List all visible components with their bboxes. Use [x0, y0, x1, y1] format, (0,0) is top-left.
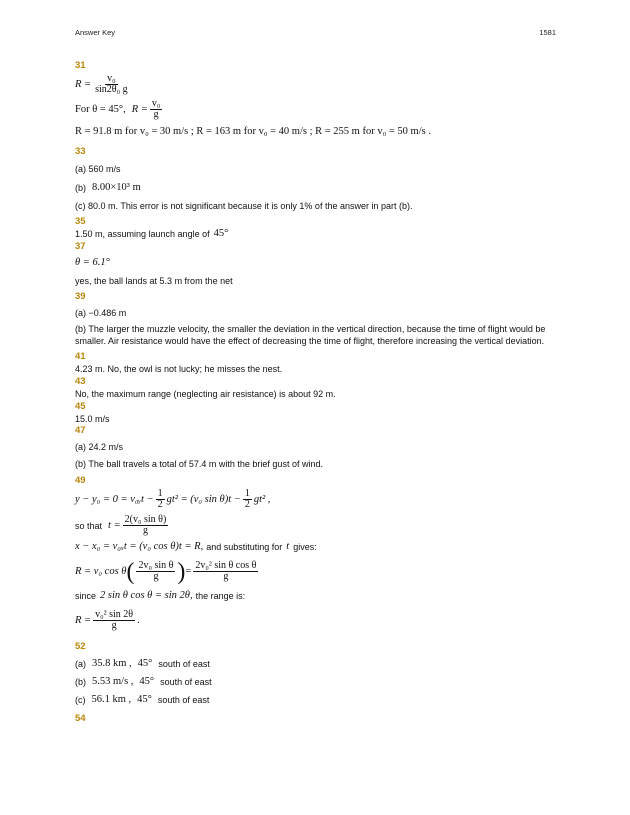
- answer-33b: (b) 8.00×10³ m: [75, 182, 141, 193]
- problem-number-47: 47: [75, 425, 86, 436]
- equation-horizontal-motion: x − x₀ = v₀ₓt = (v₀ cos θ)t = R, and substituting for t gives:: [75, 541, 317, 552]
- equation-range-final: R = $\frac{\text{v₀² sin 2θ}}{g}$ .: [75, 609, 140, 631]
- answer-39a: (a) −0.486 m: [75, 308, 127, 318]
- answer-52a: (a) 35.8 km , 45° south of east: [75, 658, 210, 669]
- fraction: $\frac{\text{2(v₀ sin θ)}}{g}$: [124, 514, 167, 536]
- problem-number-49: 49: [75, 475, 86, 486]
- equation-time-of-flight: so that t = $\frac{\text{2(v₀ sin θ)}}{g}$: [75, 514, 167, 536]
- problem-number-43: 43: [75, 376, 86, 387]
- answer-37-text: yes, the ball lands at 5.3 m from the net: [75, 276, 233, 286]
- problem-number-52: 52: [75, 641, 86, 652]
- range-results: R = 91.8 m for v₀ = 30 m/s ; R = 163 m for v₀ = 40 m/s ; R = 255 m for v₀ = 50 m/s .: [75, 126, 431, 137]
- equation-range-45: For θ = 45°, R = $\frac{\text{v₀}}{g}$: [75, 98, 161, 120]
- problem-number-37: 37: [75, 241, 86, 252]
- problem-number-35: 35: [75, 216, 86, 227]
- running-header-title: Answer Key: [75, 28, 116, 37]
- answer-52b: (b) 5.53 m/s , 45° south of east: [75, 676, 212, 687]
- answer-33c: (c) 80.0 m. This error is not significant because it is only 1% of the answer in part (b).: [75, 201, 413, 211]
- problem-number-31: 31: [75, 60, 86, 71]
- fraction-half: $\frac{1}{2}$: [157, 488, 163, 510]
- answer-45: 15.0 m/s: [75, 414, 110, 424]
- fraction: $\frac{\text{2v₀² sin θ cos θ}}{g}$: [195, 560, 257, 582]
- fraction: $\frac{\text{v₀² sin 2θ}}{g}$: [95, 609, 134, 631]
- fraction: $\frac{\text{2v₀ sin θ}}{g}$: [138, 560, 174, 582]
- identity-sentence: since 2 sin θ cos θ = sin 2θ, the range is:: [75, 590, 246, 601]
- answer-52c: (c) 56.1 km , 45° south of east: [75, 694, 210, 705]
- problem-number-39: 39: [75, 291, 86, 302]
- fraction: $\frac{\text{v₀}}{\text{sin2θ₀ g}}$: [95, 73, 128, 95]
- equation-range-substitution: R = v₀ cos θ ( $\frac{\text{2v₀ sin θ}}{g}$ ) = $\frac{\text{2v₀² sin θ cos θ}}{g}$: [75, 558, 257, 585]
- problem-number-54: 54: [75, 713, 86, 724]
- problem-number-33: 33: [75, 146, 86, 157]
- answer-43: No, the maximum range (neglecting air resistance) is about 92 m.: [75, 389, 336, 399]
- problem-number-41: 41: [75, 351, 86, 362]
- answer-37-equation: θ = 6.1°: [75, 257, 110, 268]
- equation-range-formula: R = $\frac{\text{v₀}}{\text{sin2θ₀ g}}$: [75, 73, 128, 95]
- answer-41: 4.23 m. No, the owl is not lucky; he misses the nest.: [75, 364, 283, 374]
- answer-39b: (b) The larger the muzzle velocity, the smaller the deviation in the vertical direction, because the time of flight would be smaller. Air resistance would have the effect of decreasing the time of flight, therefore increasing the vertical deviation.: [75, 324, 546, 346]
- answer-47a: (a) 24.2 m/s: [75, 442, 124, 452]
- fraction: $\frac{\text{v₀}}{g}$: [151, 98, 161, 120]
- answer-33a: (a) 560 m/s: [75, 164, 121, 174]
- page-number: 1581: [539, 28, 556, 37]
- problem-number-45: 45: [75, 401, 86, 412]
- answer-47b: (b) The ball travels a total of 57.4 m with the brief gust of wind.: [75, 459, 323, 469]
- answer-35: 1.50 m, assuming launch angle of 45°: [75, 228, 229, 239]
- fraction-half: $\frac{1}{2}$: [244, 488, 250, 510]
- equation-vertical-motion: y − y₀ = 0 = v₀ᵧt − $\frac{1}{2}$ gt² = (v₀ sin θ)t − $\frac{1}{2}$ gt² ,: [75, 488, 271, 510]
- answer-key-content: [75, 60, 555, 725]
